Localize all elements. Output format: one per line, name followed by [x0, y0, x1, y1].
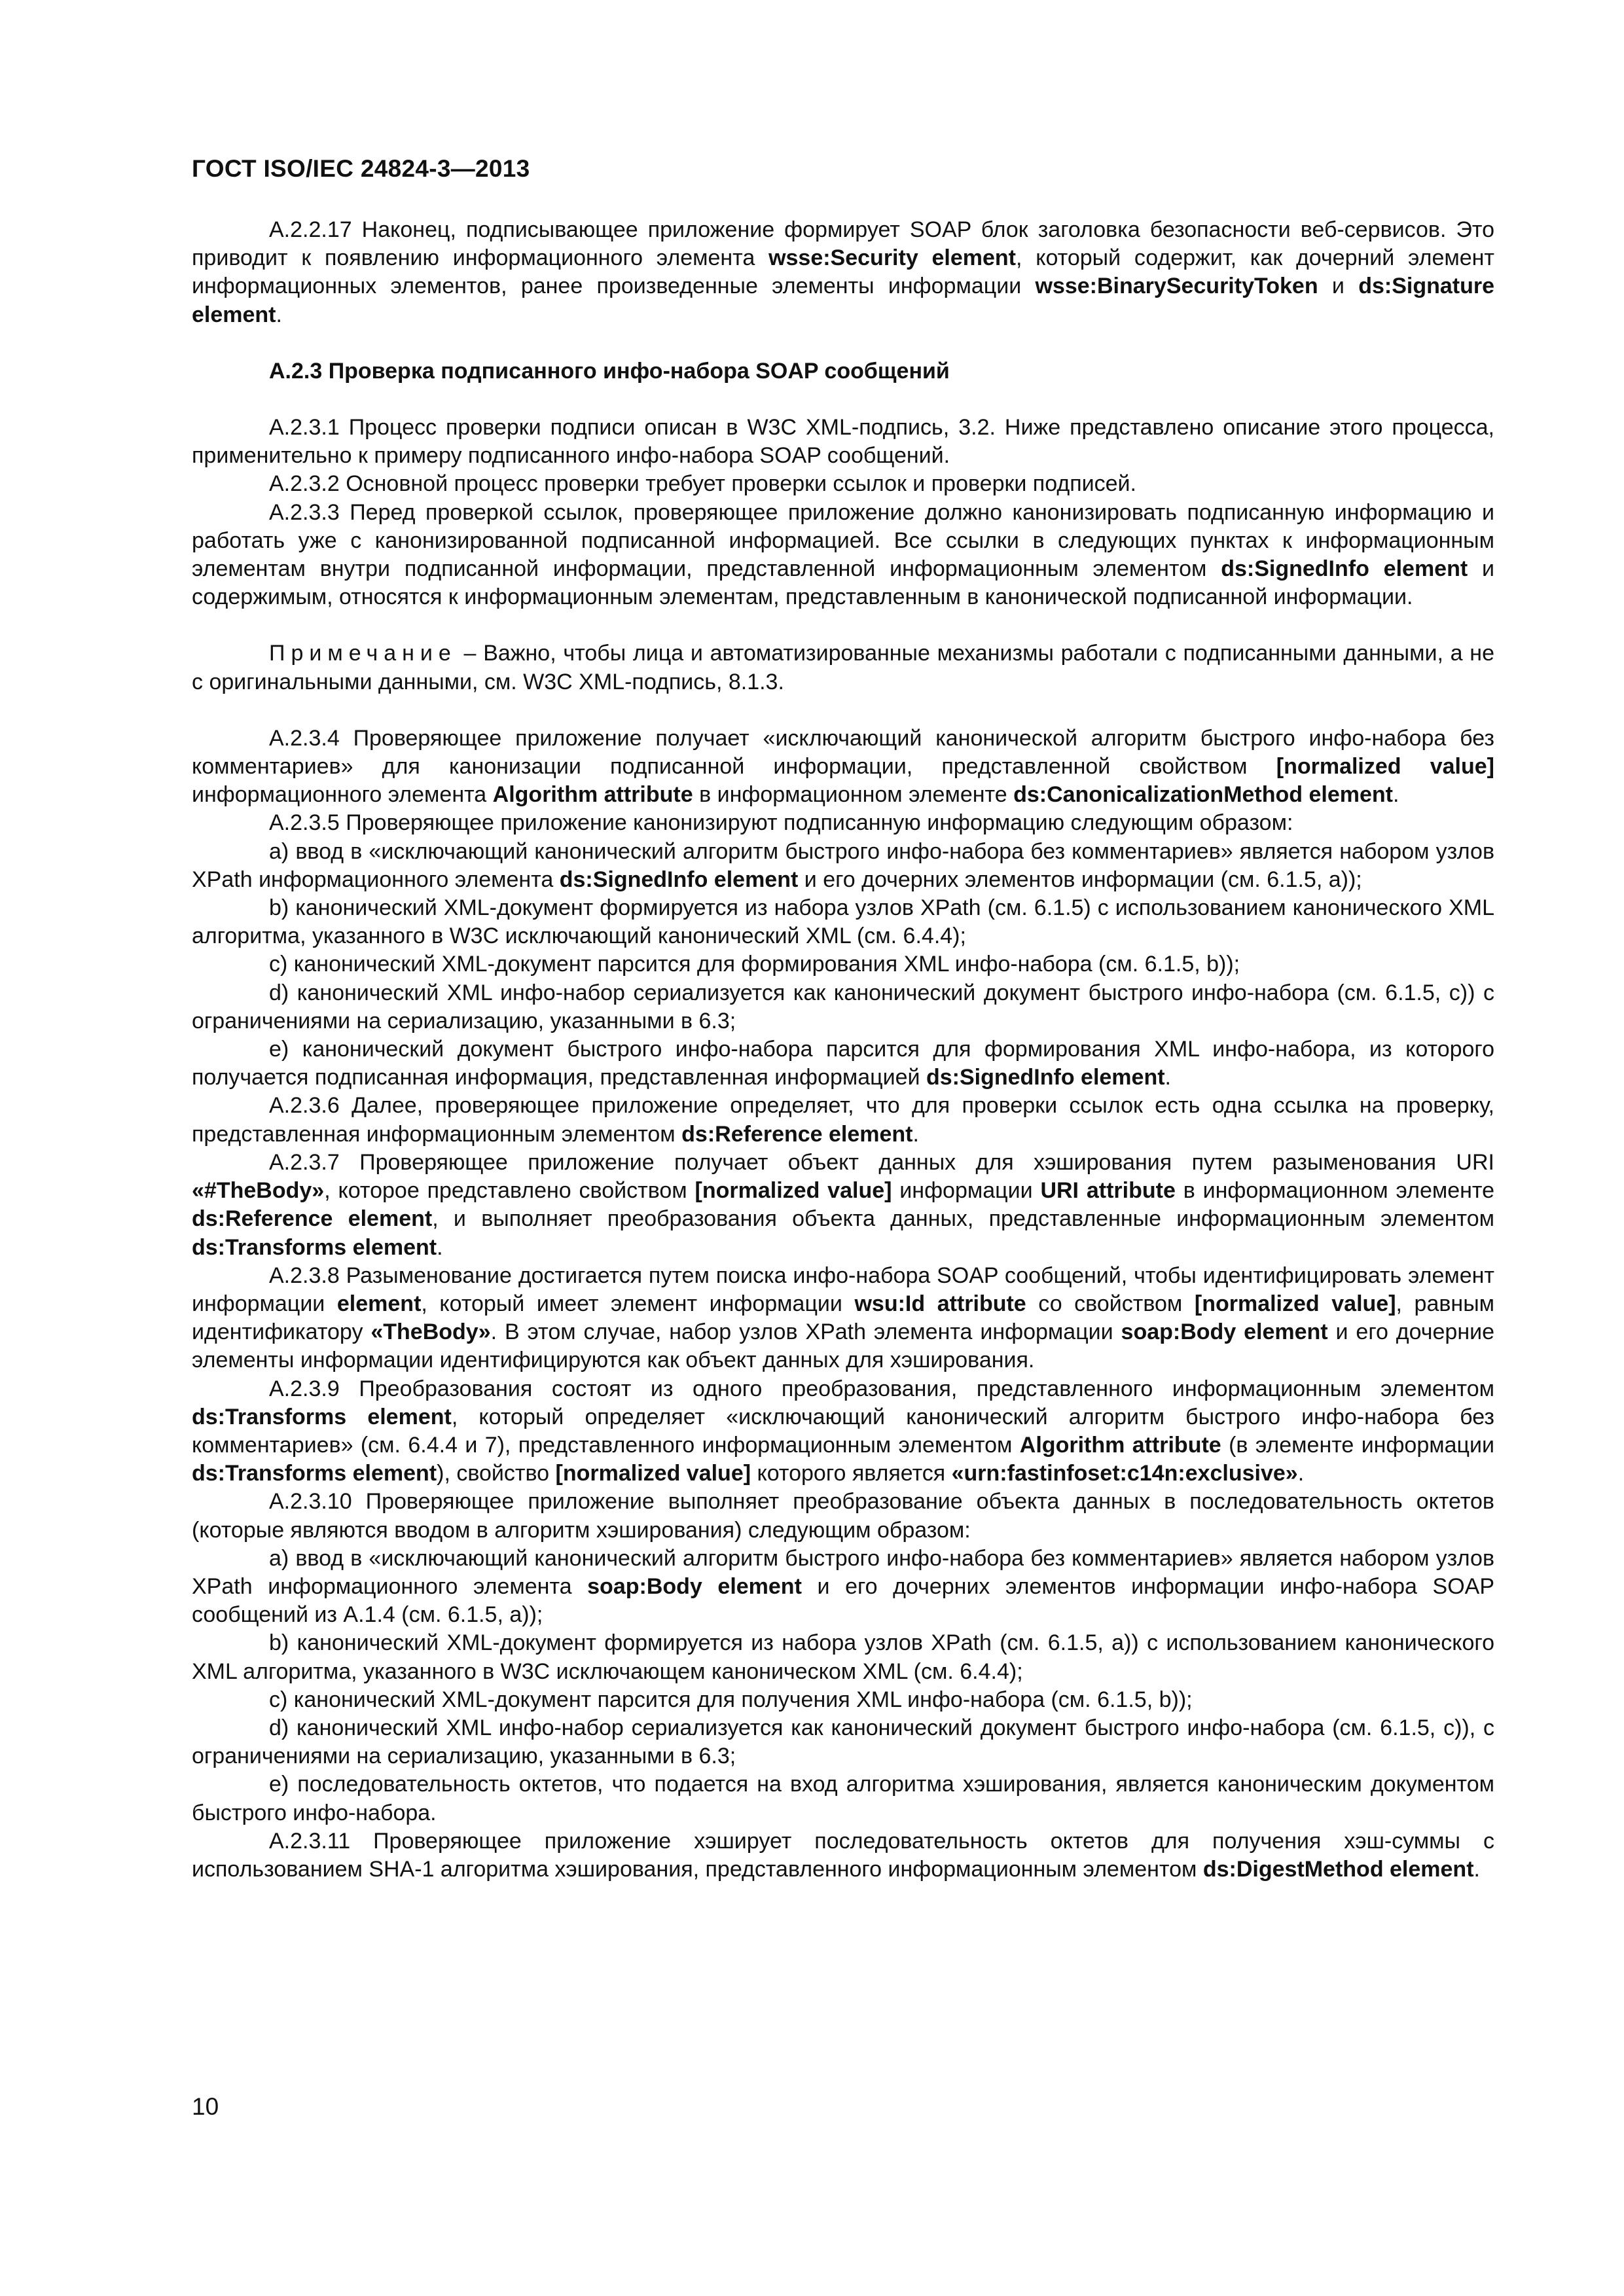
list-item-a235a: a) ввод в «исключающий канонический алгоритм быстрого инфо-набора без комментариев» является набором узлов XPath информационного элемента ds:SignedInfo element и его дочерних элементов информации (см. 6.1.5, a));: [192, 838, 1494, 892]
bold-term: ds:Transforms element: [192, 1234, 437, 1260]
bold-term: wsse:Security element: [768, 245, 1016, 271]
list-item-a2310e: e) последовательность октетов, что подается на вход алгоритма хэширования, является каноническим документом быстрого инфо-набора.: [192, 1772, 1494, 1825]
bold-term: ds:Transforms element: [192, 1461, 437, 1486]
list-item-a2310c: c) канонический XML-документ парсится для получения XML инфо-набора (см. 6.1.5, b));: [269, 1687, 1193, 1712]
paragraph-a231: A.2.3.1 Процесс проверки подписи описан в W3C XML-подпись, 3.2. Ниже представлено описание этого процесса, применительно к примеру подписанного инфо-набора SOAP сообщений.: [192, 415, 1494, 469]
bold-term: [normalized value]: [695, 1178, 892, 1204]
list-item-a2310b: b) канонический XML-документ формируется из набора узлов XPath (см. 6.1.5, a)) с использованием канонического XML алгоритма, указанного в W3C исключающем каноническом XML (см. 6.4.4);: [192, 1630, 1494, 1684]
paragraph-a239: A.2.3.9 Преобразования состоят из одного преобразования, представленного информационным элементом ds:Transforms element, который определяет «исключающий канонический алгоритм быстрого инфо-набора без комментариев» (см. 6.4.4 и 7), представленного информационным элементом Algorithm attribute (в элементе информации ds:Transforms element), свойство [normalized value] которого является «urn:fastinfoset:c14n:exclusive».: [192, 1376, 1494, 1486]
list-item-a235e: e) канонический документ быстрого инфо-набора парсится для формирования XML инфо-набора, из которого получается подписанная информация, представленная информацией ds:SignedInfo element.: [192, 1037, 1494, 1090]
bold-term: wsu:Id attribute: [854, 1291, 1026, 1316]
bold-term: ds:Signature element: [192, 274, 1495, 327]
paragraph-a233: A.2.3.3 Перед проверкой ссылок, проверяющее приложение должно канонизировать подписанную информацию и работать уже с канонизированной подписанной информацией. Все ссылки в следующих пунктах к информационным элементам внутри подписанной информации, представленной информационным элементом ds:SignedInfo element и содержимым, относятся к информационным элементам, представленным в канонической подписанной информации.: [192, 499, 1494, 610]
bold-term: soap:Body element: [1121, 1319, 1328, 1345]
section-heading-a23: A.2.3 Проверка подписанного инфо-набора SOAP сообщений: [269, 358, 950, 384]
paragraph-a237: A.2.3.7 Проверяющее приложение получает объект данных для хэширования путем разыменования URI «#TheBody», которое представлено свойством [normalized value] информации URI attribute в информационном элементе ds:Reference element, и выполняет преобразования объекта данных, представленные информационным элементом ds:Transforms element.: [192, 1149, 1495, 1260]
paragraph-a238: A.2.3.8 Разыменование достигается путем поиска инфо-набора SOAP сообщений, чтобы идентифицировать элемент информации element, который имеет элемент информации wsu:Id attribute со свойством [normalized value], равным идентификатору «TheBody». В этом случае, набор узлов XPath элемента информации soap:Body element и его дочерние элементы информации идентифицируются как объект данных для хэширования.: [192, 1263, 1495, 1373]
note: [192, 639, 1494, 696]
bold-term: «urn:fastinfoset:c14n:exclusive»: [951, 1461, 1298, 1486]
bold-term: [normalized value]: [555, 1461, 751, 1486]
bold-term: «#TheBody»: [192, 1178, 325, 1204]
list-item-a235c: c) канонический XML-документ парсится для формирования XML инфо-набора (см. 6.1.5, b));: [269, 952, 1240, 977]
paragraph-a2311: A.2.3.11 Проверяющее приложение хэширует последовательность октетов для получения хэш-суммы с использованием SHA-1 алгоритма хэширования, представленного информационным элементом ds:DigestMethod element.: [192, 1828, 1494, 1882]
bold-term: ds:Reference element: [681, 1121, 913, 1147]
list-item-a2310a: a) ввод в «исключающий канонический алгоритм быстрого инфо-набора без комментариев» является набором узлов XPath информационного элемента soap:Body element и его дочерних элементов информации инфо-набора SOAP сообщений из A.1.4 (см. 6.1.5, a));: [192, 1545, 1494, 1628]
bold-term: element: [336, 1291, 422, 1316]
bold-term: «TheBody»: [370, 1319, 491, 1345]
paragraph-a236: A.2.3.6 Далее, проверяющее приложение определяет, что для проверки ссылок есть одна ссылка на проверку, представленная информационным элементом ds:Reference element.: [192, 1093, 1494, 1147]
paragraph-a2310: A.2.3.10 Проверяющее приложение выполняет преобразование объекта данных в последовательность октетов (которые являются вводом в алгоритм хэширования) следующим образом:: [192, 1489, 1494, 1543]
bold-term: soap:Body element: [587, 1573, 802, 1599]
bold-term: ds:Transforms element: [192, 1404, 452, 1429]
bold-term: Algorithm attribute: [492, 782, 693, 808]
page-number: 10: [192, 2093, 219, 2120]
list-item-a235b: b) канонический XML-документ формируется из набора узлов XPath (см. 6.1.5) с использованием канонического XML алгоритма, указанного в W3C исключающий канонический XML (см. 6.4.4);: [192, 895, 1494, 949]
bold-term: ds:SignedInfo element: [559, 867, 799, 892]
list-item-a2310d: d) канонический XML инфо-набор сериализуется как канонический документ быстрого инфо-набора (см. 6.1.5, c)), с ограничениями на сериализацию, указанными в 6.3;: [192, 1715, 1494, 1769]
paragraph-a2217: A.2.2.17 Наконец, подписывающее приложение формирует SOAP блок заголовка безопасности веб-сервисов. Это приводит к появлению информационного элемента wsse:Security element, который содержит, как дочерний элемент информационных элементов, ранее произведенные элементы информации wsse:BinarySecurityToken и ds:Signature element.: [192, 217, 1495, 327]
bold-term: wsse:BinarySecurityToken: [1035, 274, 1318, 299]
document-body: [192, 216, 1494, 1884]
bold-term: ds:DigestMethod element: [1202, 1856, 1474, 1882]
bold-term: [normalized value]: [1276, 754, 1494, 780]
list-item-a235d: d) канонический XML инфо-набор сериализуется как канонический документ быстрого инфо-набора (см. 6.1.5, c)) с ограничениями на сериализацию, указанными в 6.3;: [192, 980, 1494, 1033]
paragraph-a235: A.2.3.5 Проверяющее приложение канонизируют подписанную информацию следующим образом:: [269, 810, 1293, 836]
bold-term: ds:SignedInfo element: [1221, 556, 1468, 582]
bold-term: ds:Reference element: [192, 1206, 433, 1232]
bold-term: ds:CanonicalizationMethod element: [1013, 782, 1394, 808]
paragraph-a234: A.2.3.4 Проверяющее приложение получает «исключающий канонической алгоритм быстрого инфо-набора без комментариев» для канонизации подписанной информации, представленной свойством [normalized value] информационного элемента Algorithm attribute в информационном элементе ds:CanonicalizationMethod element.: [192, 725, 1494, 808]
bold-term: ds:SignedInfo element: [926, 1065, 1165, 1090]
note-text: – Важно, чтобы лица и автоматизированные механизмы работали с подписанными данными, а не с оригинальными данными, см. W3C XML-подпись, 8.1.3.: [192, 641, 1494, 694]
bold-term: [normalized value]: [1194, 1291, 1396, 1316]
bold-term: Algorithm attribute: [1019, 1432, 1221, 1458]
document-header: ГОСТ ISO/IEC 24824-3—2013: [192, 155, 530, 182]
note-label: Примечание: [269, 641, 457, 666]
paragraph-a232: A.2.3.2 Основной процесс проверки требует проверки ссылок и проверки подписей.: [269, 471, 1136, 497]
bold-term: URI attribute: [1040, 1178, 1176, 1204]
